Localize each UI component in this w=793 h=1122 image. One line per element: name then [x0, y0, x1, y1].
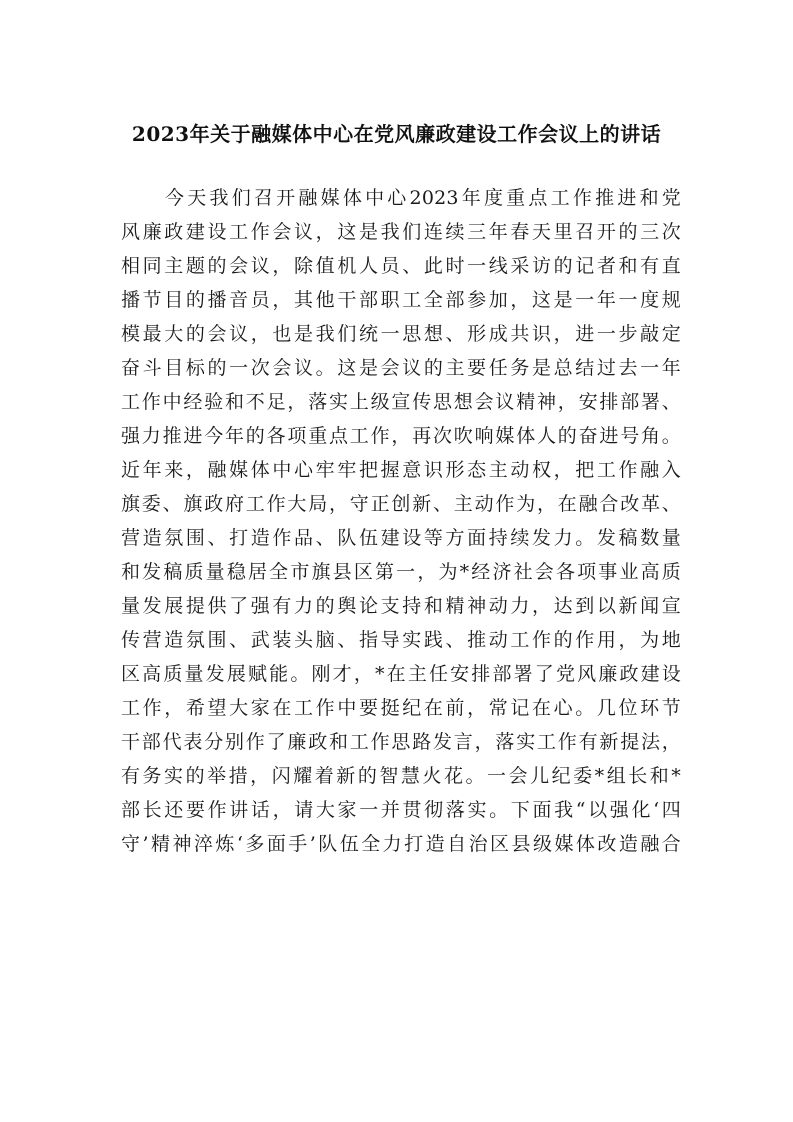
document-title: 2023年关于融媒体中心在党风廉政建设工作会议上的讲话	[131, 122, 662, 146]
body-line: 播节目的播音员，其他干部职工全部参加，这是一年一度规	[121, 289, 681, 311]
body-line: 干部代表分别作了廉政和工作思路发言，落实工作有新提法，	[121, 731, 681, 753]
body-line: 有务实的举措，闪耀着新的智慧火花。一会儿纪委*组长和*	[121, 765, 681, 787]
body-line: 传营造氛围、武装头脑、指导实践、推动工作的作用，为地	[121, 629, 681, 651]
body-line: 和发稿质量稳居全市旗县区第一，为*经济社会各项事业高质	[121, 561, 681, 583]
body-line: 工作，希望大家在工作中要挺纪在前，常记在心。几位环节	[121, 697, 681, 719]
document-body	[121, 181, 681, 861]
body-line: 奋斗目标的一次会议。这是会议的主要任务是总结过去一年	[121, 357, 681, 379]
body-line: 强力推进今年的各项重点工作，再次吹响媒体人的奋进号角。	[121, 425, 681, 447]
body-line: 工作中经验和不足，落实上级宣传思想会议精神，安排部署、	[121, 391, 681, 413]
body-line: 旗委、旗政府工作大局，守正创新、主动作为，在融合改革、	[121, 493, 681, 515]
body-line: 近年来，融媒体中心牢牢把握意识形态主动权，把工作融入	[121, 459, 681, 481]
body-line: 营造氛围、打造作品、队伍建设等方面持续发力。发稿数量	[121, 527, 681, 549]
body-line: 风廉政建设工作会议，这是我们连续三年春天里召开的三次	[121, 221, 681, 243]
body-line: 守’精神淬炼‘多面手’队伍全力打造自治区县级媒体改造融合	[121, 833, 681, 855]
body-line: 模最大的会议，也是我们统一思想、形成共识，进一步敲定	[121, 323, 681, 345]
body-line: 相同主题的会议，除值机人员、此时一线采访的记者和有直	[121, 255, 681, 277]
body-line: 部长还要作讲话，请大家一并贯彻落实。下面我“以强化‘四	[121, 799, 681, 821]
body-line: 区高质量发展赋能。刚才，*在主任安排部署了党风廉政建设	[121, 663, 681, 685]
body-line: 今天我们召开融媒体中心2023年度重点工作推进和党	[165, 187, 681, 209]
body-line: 量发展提供了强有力的舆论支持和精神动力，达到以新闻宣	[121, 595, 681, 617]
